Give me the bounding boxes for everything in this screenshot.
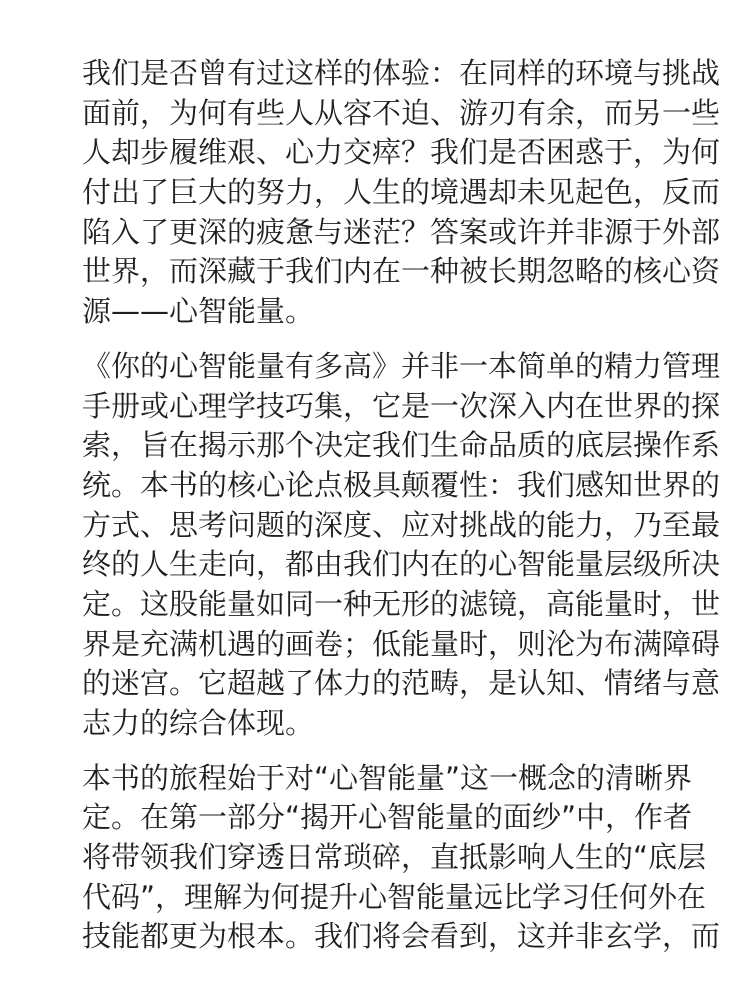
text-line: 定。在第一部分“揭开心智能量的面纱”中，作者 — [82, 800, 693, 835]
text-line: 陷入了更深的疲惫与迷茫？答案或许并非源于外部 — [82, 214, 721, 249]
text-line: 本书的旅程始于对“心智能量”这一概念的清晰界 — [82, 760, 693, 795]
text-line: 的迷宫。它超越了体力的范畴，是认知、情绪与意 — [82, 666, 721, 701]
article-body — [82, 54, 721, 972]
text-line: 《你的心智能量有多高》并非一本简单的精力管理 — [82, 348, 721, 383]
text-line: 志力的综合体现。 — [82, 706, 315, 740]
paragraph-intro — [82, 54, 721, 332]
text-line: 付出了巨大的努力，人生的境遇却未见起色，反而 — [82, 175, 721, 210]
text-line: 定。这股能量如同一种无形的滤镜，高能量时，世 — [82, 586, 721, 621]
text-line: 代码”，理解为何提升心智能量远比学习任何外在 — [82, 879, 707, 914]
text-line: 索，旨在揭示那个决定我们生命品质的底层操作系 — [82, 428, 721, 463]
text-line: 技能都更为根本。我们将会看到，这并非玄学，而 — [82, 919, 721, 954]
paragraph-book-overview — [82, 347, 721, 744]
text-line: 方式、思考问题的深度、应对挑战的能力，乃至最 — [82, 507, 721, 542]
text-line: 人却步履维艰、心力交瘁？我们是否困惑于，为何 — [82, 135, 721, 170]
text-line: 将带领我们穿透日常琐碎，直抵影响人生的“底层 — [82, 840, 707, 875]
paragraph-part-one — [82, 759, 721, 957]
text-line: 我们是否曾有过这样的体验：在同样的环境与挑战 — [82, 56, 721, 90]
text-line: 面前，为何有些人从容不迫、游刃有余，而另一些 — [82, 95, 721, 130]
text-line: 世界，而深藏于我们内在一种被长期忽略的核心资 — [82, 254, 721, 289]
text-line: 手册或心理学技巧集，它是一次深入内在世界的探 — [82, 388, 721, 423]
text-line: 统。本书的核心论点极具颠覆性：我们感知世界的 — [82, 467, 721, 502]
text-line: 源——心智能量。 — [82, 294, 315, 329]
text-line: 终的人生走向，都由我们内在的心智能量层级所决 — [82, 547, 721, 582]
text-line: 界是充满机遇的画卷；低能量时，则沦为布满障碍 — [82, 626, 721, 661]
